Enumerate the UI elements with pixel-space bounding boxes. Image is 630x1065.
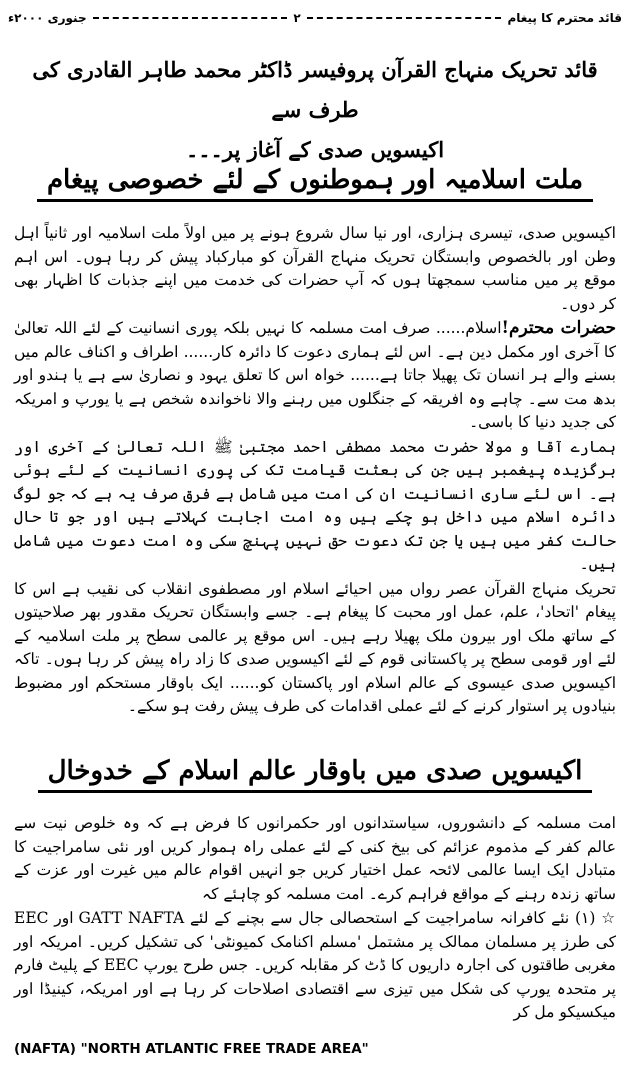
intro-line-2: اکیسویں صدی کے آغاز پر۔۔۔ <box>185 137 445 162</box>
intro-line-1: قائد تحریک منہاج القرآن پروفیسر ڈاکٹر محمد طاہر القادری کی طرف سے <box>32 57 598 122</box>
section-1-title <box>0 165 630 202</box>
paragraph: ہمارے آقا و مولا حضرت محمد مصطفی احمد مجتبیٰ ﷺ اللہ تعالیٰ کے آخری اور برگزیدہ پیغمبر ہیں جن کی بعثت قیامت تک کی پوری انسانیت کے لئے ہوئی ہے۔ اس لئے ساری انسانیت ان کی امت میں شامل ہے فرق صرف یہ ہے کہ جو لوگ دائرہ اسلام میں داخل ہو چکے ہیں وہ امت اجابت کہلاتے ہیں اور جو تا حال حالت کفر میں ہیں یا جن تک دعوت حق نہیں پہنچ سکی وہ امت دعوت میں شامل ہیں۔ <box>14 437 616 573</box>
paragraph: تحریک منہاج القرآن عصر رواں میں احیائے اسلام اور مصطفوی انقلاب کی نقیب ہے اس کا پیغام 'اتحاد'، علم، عمل اور محبت کا پیغام ہے۔ جسے وابستگان تحریک مقدور بھر صلاحیتوں کے ساتھ ملک اور بیرون ملک پھیلا رہے ہیں۔ اس موقع پر عالمی سطح پر ملت اسلامیہ کے لئے اور قومی سطح پر پاکستانی قوم کے لئے اکیسویں صدی کا زاد راہ پیش کر رہا ہوں۔ تاکہ اکیسویں صدی عیسوی کے عالم اسلام اور پاکستان کو...... ایک باوقار مستحکم اور مضبوط بنیادوں پر استوار کرنے کے لئے عملی اقدامات کی طرف پیش رفت ہو سکے۔ <box>14 579 616 715</box>
section-2-title <box>0 756 630 793</box>
running-header <box>8 8 622 28</box>
paragraph-text: اسلام...... صرف امت مسلمہ کا نہیں بلکہ پوری انسانیت کے لئے اللہ تعالیٰ کا آخری اور مکمل دین ہے۔ اس لئے ہماری دعوت کا دائرہ کار...... اطراف و اکناف عالم میں بسنے والے ہر انسان تک پھیلا جاتا ہے...... خواہ اس کا تعلق یہود و نصاریٰ سے ہے یا ہندو اور بدھ مت سے۔ چاہے وہ افریقہ کے جنگلوں میں رہنے والا ناخواندہ شخص ہے یا یورپ و امریکہ کی جدید دنیا کا باسی۔ <box>14 319 616 431</box>
header-rule <box>307 17 502 19</box>
section-2-heading: اکیسویں صدی میں باوقار عالم اسلام کے خدوخال <box>38 756 593 793</box>
intro-block <box>20 50 610 170</box>
paragraph: امت مسلمہ کے دانشوروں، سیاستدانوں اور حکمرانوں کا فرض ہے کہ وہ خلوص نیت سے عالم کفر کے مذموم عزائم کی بیخ کنی کے لئے عملی راہ ہموار کریں اور نئی سامراجیت کا متبادل ایک ایسا عالمی لائحہ عمل اختیار کریں جو انہیں اقوام عالم میں غیرت اور عزت کے ساتھ زندہ رہنے کے مواقع فراہم کرے۔ امت مسلمہ کو چاہئے کہ <box>14 814 616 903</box>
header-date: جنوری ۲۰۰۰ء <box>8 11 87 25</box>
section-1-body <box>14 222 616 720</box>
footer-english-note: (NAFTA) "NORTH ATLANTIC FREE TRADE AREA" <box>14 1041 369 1057</box>
paragraph: ☆ (۱) نئے کافرانہ سامراجیت کے استحصالی جال سے بچنے کے لئے GATT NAFTA اور EEC کی طرز پر مسلمان ممالک پر مشتمل 'مسلم اکنامک کمیونٹی' کی تشکیل کریں۔ امریکہ اور مغربی طاقتوں کی اجارہ داریوں کا ڈٹ کر مقابلہ کریں۔ جس طرح یورپ EEC کے پلیٹ فارم پر متحدہ یورپ کی شکل میں تیزی سے اقتصادی اصلاحات کر رہا ہے اور امریکہ، کینیڈا اور میکسیکو مل کر <box>14 909 616 1021</box>
header-page-number: ۲ <box>293 11 301 25</box>
header-title: قائد محترم کا پیغام <box>507 11 622 25</box>
header-rule <box>93 17 288 19</box>
salutation: حضرات محترم! <box>501 318 616 338</box>
section-2-body <box>14 812 616 1026</box>
paragraph: اکیسویں صدی، تیسری ہزاری، اور نیا سال شروع ہونے پر میں اولاً ملت اسلامیہ اور ثانیاً اہل وطن اور بالخصوص وابستگان تحریک منہاج القرآن کو مبارکباد پیش کر رہا ہوں۔ اس اہم موقع پر میں مناسب سمجھتا ہوں کہ آپ حضرات کی خدمت میں اپنے جذبات کا اظہار بھی کر دوں۔ <box>14 224 616 313</box>
paragraph <box>14 317 616 435</box>
section-1-heading: ملت اسلامیہ اور ہموطنوں کے لئے خصوصی پیغام <box>37 165 593 202</box>
